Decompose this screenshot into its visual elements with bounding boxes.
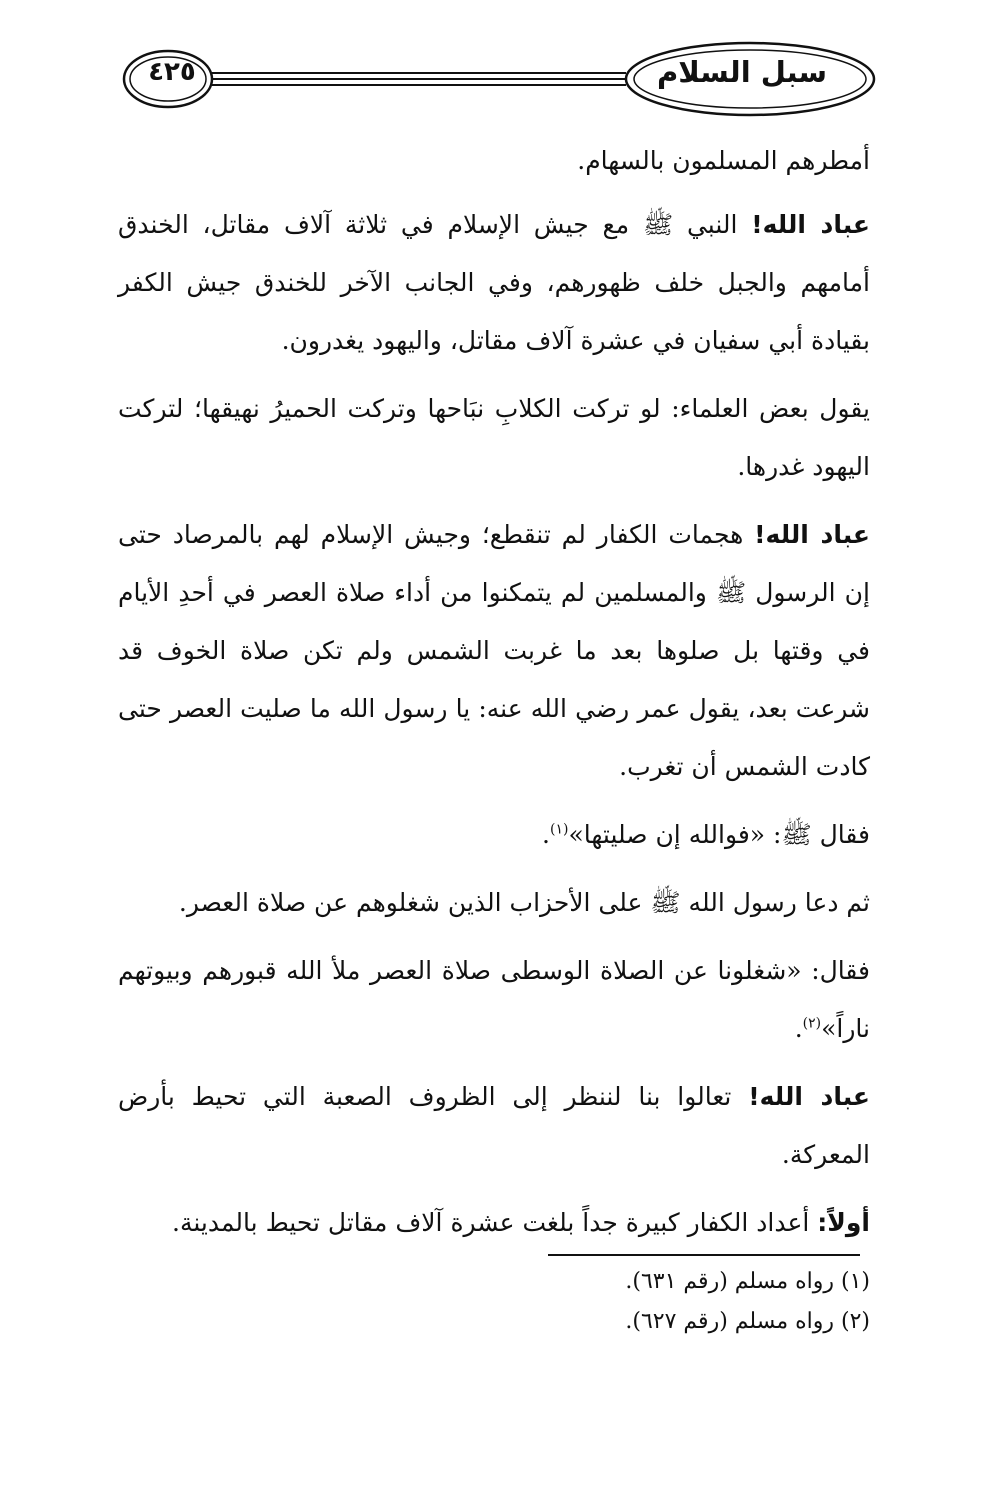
paragraph-label: عباد الله! bbox=[748, 1082, 870, 1111]
paragraph bbox=[118, 1068, 870, 1184]
main-text bbox=[118, 132, 870, 1262]
paragraph-end: . bbox=[542, 820, 550, 849]
paragraph-text: تعالوا بنا لننظر إلى الظروف الصعبة التي تحيط بأرض المعركة. bbox=[118, 1082, 870, 1169]
paragraph-text: فقال: «شغلونا عن الصلاة الوسطى صلاة العصر ملأ الله قبورهم وبيوتهم ناراً» bbox=[118, 956, 870, 1043]
paragraph bbox=[118, 506, 870, 796]
footnote-ref: (٢) bbox=[802, 1015, 822, 1032]
footnote: (٢) رواه مسلم (رقم ٦٢٧). bbox=[625, 1309, 870, 1334]
page-title: سبل السلام bbox=[657, 55, 827, 89]
paragraph bbox=[118, 380, 870, 496]
page-header bbox=[120, 40, 876, 118]
page-number: ٤٢٥ bbox=[148, 57, 196, 87]
footnote-ref: (١) bbox=[550, 821, 569, 838]
paragraph-text: فقال ﷺ: «فوالله إن صليتها» bbox=[568, 820, 870, 849]
paragraph bbox=[118, 132, 870, 190]
paragraph-label: أولاً: bbox=[817, 1208, 870, 1237]
paragraph bbox=[118, 806, 870, 864]
paragraph-text: النبي ﷺ مع جيش الإسلام في ثلاثة آلاف مقاتل، الخندق أمامهم والجبل خلف ظهورهم، وفي الجانب الآخر للخندق جيش الكفر بقيادة أبي سفيان في عشرة آلاف مقاتل، واليهود يغدرون. bbox=[118, 210, 870, 355]
paragraph-label: عباد الله! bbox=[754, 520, 870, 549]
paragraph-end: . bbox=[794, 1014, 803, 1043]
paragraph bbox=[118, 196, 870, 370]
paragraph bbox=[118, 1194, 870, 1252]
paragraph-text: أعداد الكفار كبيرة جداً بلغت عشرة آلاف مقاتل تحيط بالمدينة. bbox=[172, 1208, 818, 1237]
paragraph bbox=[118, 942, 870, 1058]
footnote: (١) رواه مسلم (رقم ٦٣١). bbox=[625, 1269, 870, 1294]
paragraph-text: هجمات الكفار لم تنقطع؛ وجيش الإسلام لهم بالمرصاد حتى إن الرسول ﷺ والمسلمين لم يتمكنوا من أداء صلاة العصر في أحدِ الأيام في وقتها بل صلوها بعد ما غربت الشمس ولم تكن صلاة الخوف قد شرعت بعد، يقول عمر رضي الله عنه: يا رسول الله ما صليت العصر حتى كادت الشمس أن تغرب. bbox=[118, 520, 870, 781]
paragraph bbox=[118, 874, 870, 932]
footnote-divider bbox=[548, 1254, 860, 1256]
footnotes bbox=[118, 1262, 870, 1342]
paragraph-label: عباد الله! bbox=[751, 210, 870, 239]
paragraph-text: ثم دعا رسول الله ﷺ على الأحزاب الذين شغلوهم عن صلاة العصر. bbox=[178, 888, 870, 917]
paragraph-text: يقول بعض العلماء: لو تركت الكلابِ نبَاحها وتركت الحميرُ نهيقها؛ لتركت اليهود غدرها. bbox=[118, 394, 870, 481]
paragraph-text: أمطرهم المسلمون بالسهام. bbox=[577, 146, 870, 175]
